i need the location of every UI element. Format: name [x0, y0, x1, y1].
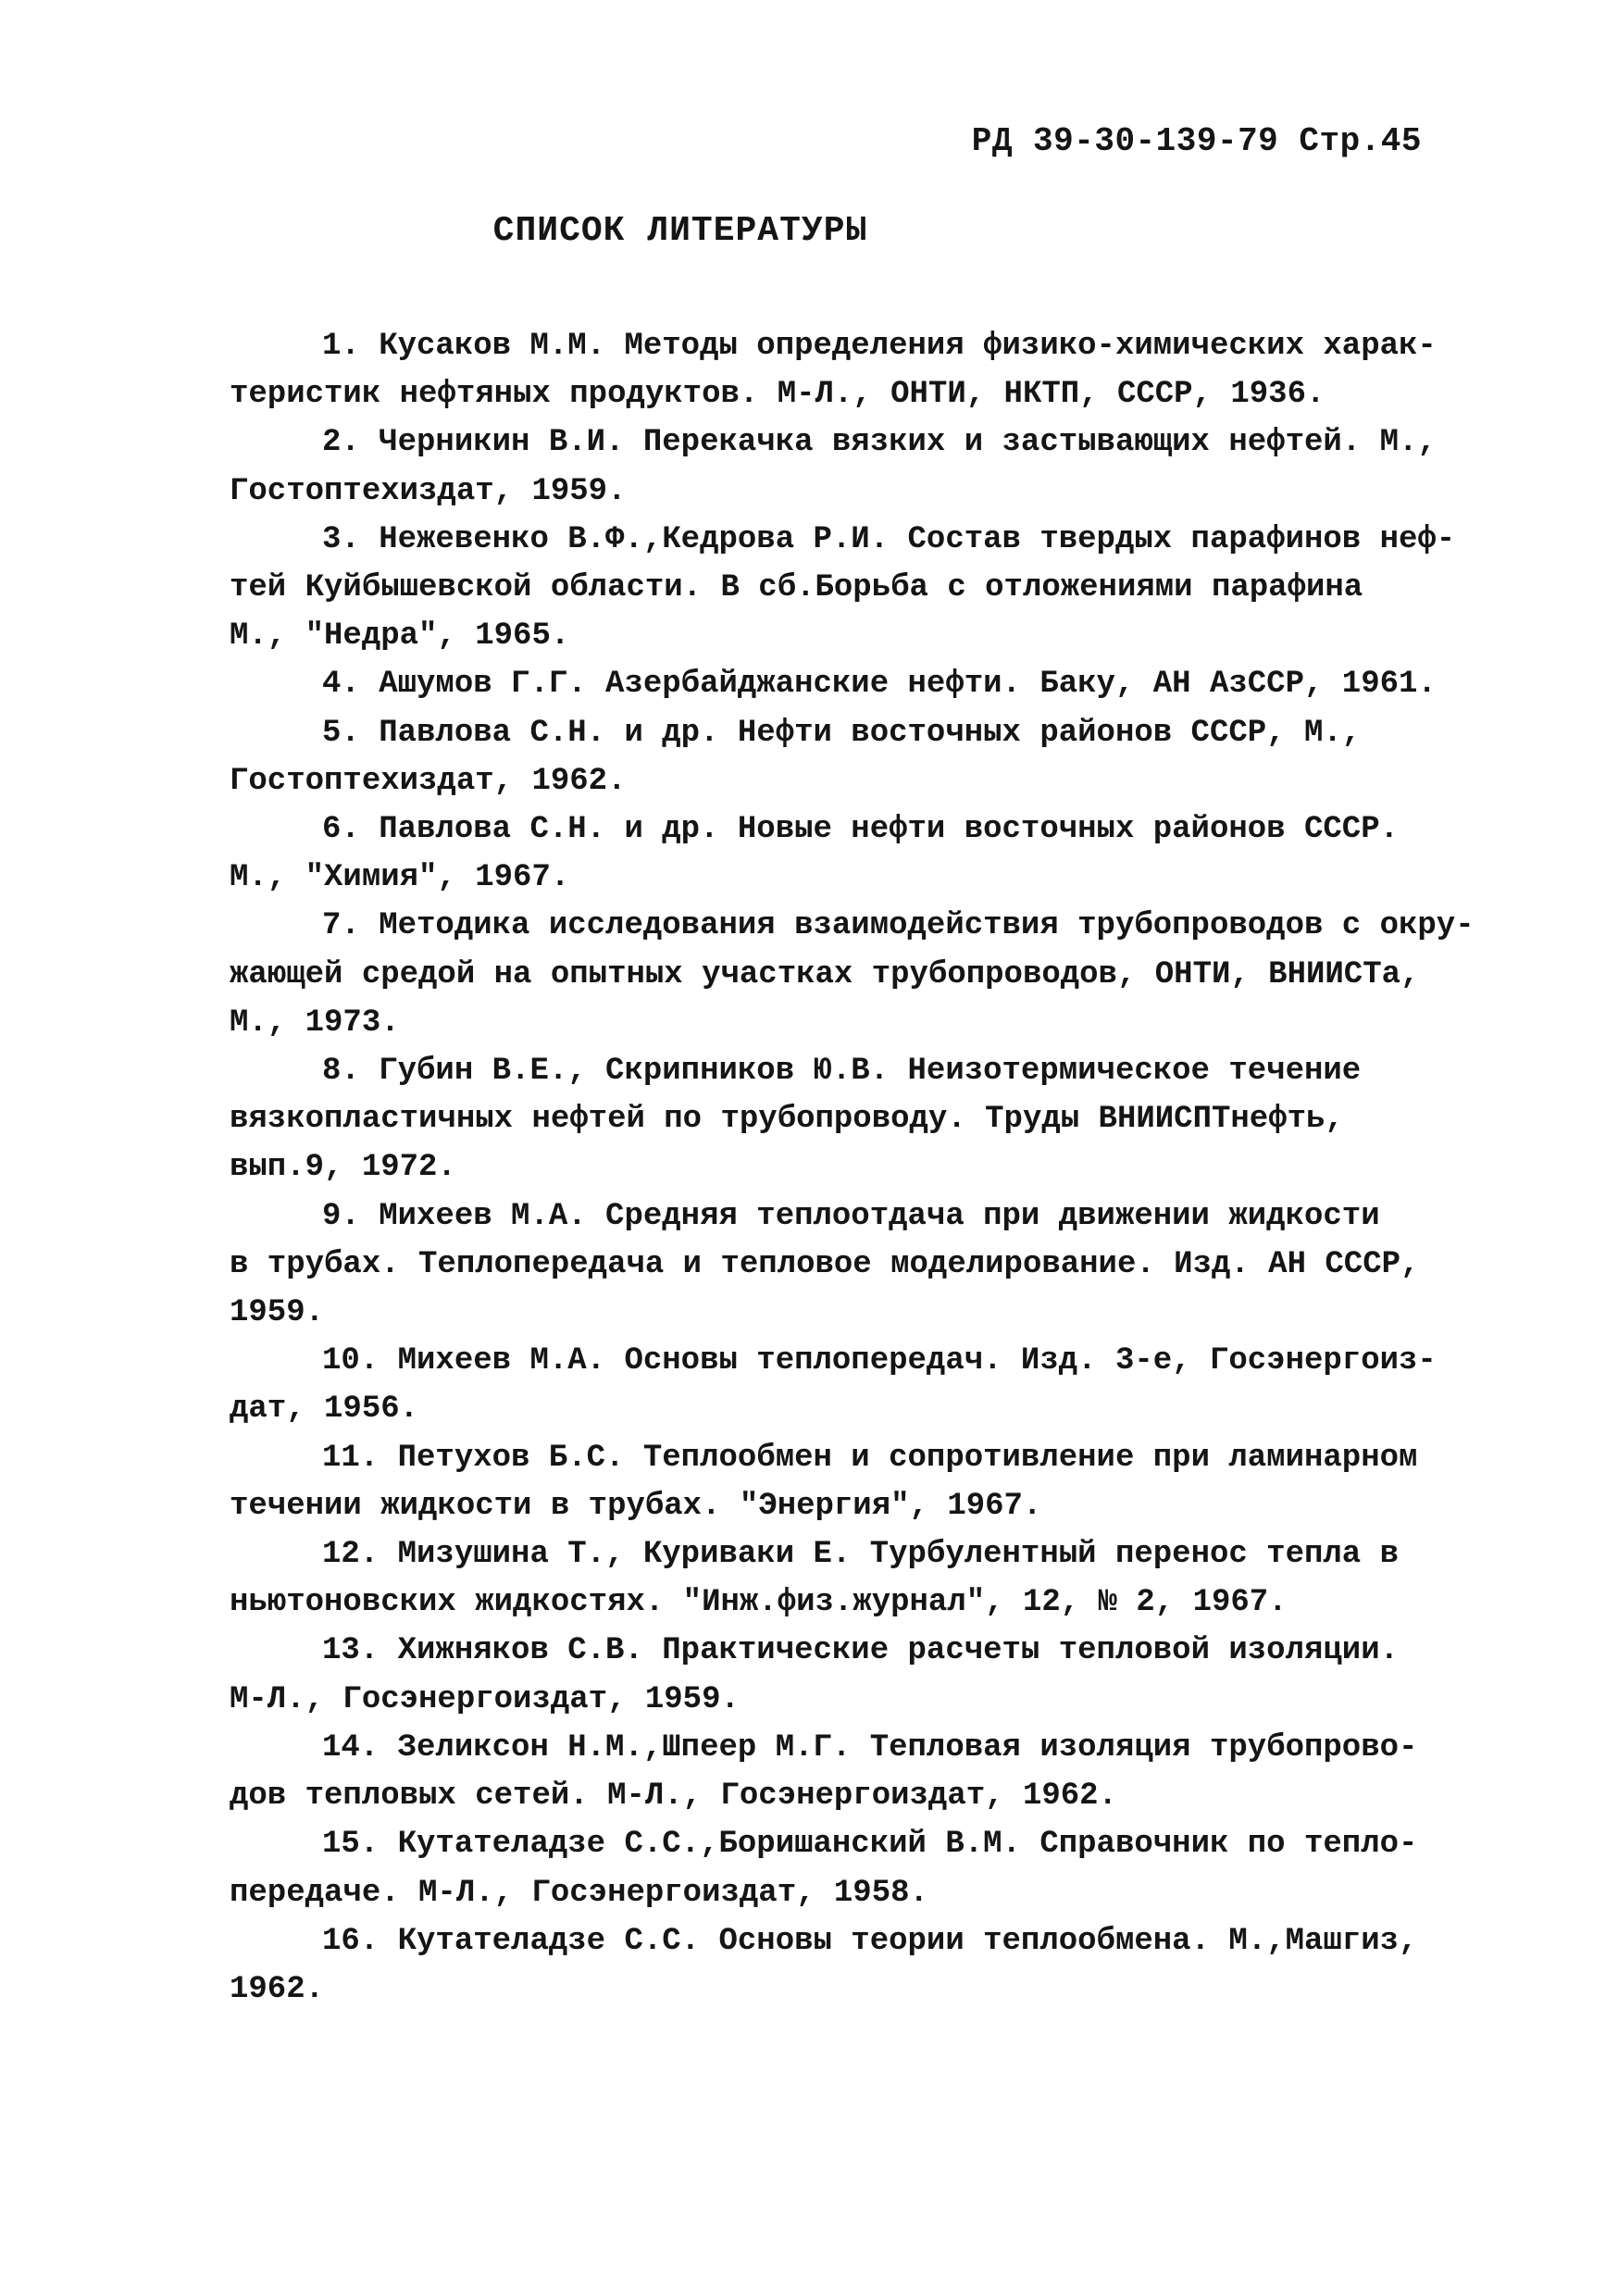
reference-text: Хижняков С.В. Практические расчеты тепловой изоляции. М-Л., Госэнергоиздат, 1959.: [230, 1633, 1400, 1717]
reference-text: Методика исследования взаимодействия трубопроводов с окру- жающей средой на опытных участках трубопроводов, ОНТИ, ВНИИСТа, М., 1973.: [230, 908, 1475, 1041]
reference-text: Губин В.Е., Скрипников Ю.В. Неизотермическое течение вязкопластичных нефтей по трубопроводу. Труды ВНИИСПТнефть, вып.9, 1972.: [230, 1054, 1362, 1186]
reference-item: [230, 1820, 1475, 1916]
reference-number: 5.: [322, 715, 360, 751]
reference-item: [230, 516, 1475, 661]
reference-item: [230, 418, 1475, 515]
reference-item: [230, 1192, 1475, 1338]
reference-text: Зеликсон Н.М.,Шпеер М.Г. Тепловая изоляция трубопрово- дов тепловых сетей. М-Л., Госэнергоиздат, 1962.: [230, 1729, 1418, 1815]
reference-number: 1.: [322, 329, 360, 364]
reference-number: 12.: [322, 1537, 380, 1573]
reference-item: [230, 1047, 1475, 1192]
reference-text: Нежевенко В.Ф.,Кедрова Р.И. Состав твердых парафинов неф- тей Куйбышевской области. В сб.Борьба с отложениями парафина М., "Недра", 1965.: [230, 521, 1456, 655]
reference-item: [230, 709, 1475, 805]
reference-number: 4.: [322, 667, 360, 703]
reference-text: Кутателадзе С.С. Основы теории теплообмена. М.,Машгиз, 1962.: [230, 1923, 1418, 2007]
reference-number: 15.: [322, 1827, 380, 1863]
reference-number: 2.: [322, 425, 360, 461]
page-title: СПИСОК ЛИТЕРАТУРЫ: [492, 211, 868, 251]
reference-item: [230, 902, 1475, 1047]
reference-text: Ашумов Г.Г. Азербайджанские нефти. Баку, АН АзССР, 1961.: [379, 667, 1437, 703]
reference-text: Петухов Б.С. Теплообмен и сопротивление при ламинарном течении жидкости в трубах. "Энергия", 1967.: [230, 1440, 1418, 1524]
reference-text: Черникин В.И. Перекачка вязких и застывающих нефтей. М., Гостоптехиздат, 1959.: [230, 425, 1437, 509]
reference-number: 8.: [322, 1054, 360, 1090]
reference-number: 14.: [322, 1729, 380, 1766]
reference-number: 3.: [322, 521, 360, 557]
reference-text: Мизушина Т., Куриваки Е. Турбулентный перенос тепла в ньютоновских жидкостях. "Инж.физ.журнал", 12, № 2, 1967.: [230, 1537, 1400, 1621]
reference-list: [230, 322, 1475, 2014]
reference-text: Павлова С.Н. и др. Новые нефти восточных районов СССР. М., "Химия", 1967.: [230, 812, 1399, 896]
reference-text: Кусаков М.М. Методы определения физико-химических харак- теристик нефтяных продуктов. М-Л., ОНТИ, НКТП, СССР, 1936.: [230, 329, 1437, 413]
reference-item: [230, 1337, 1475, 1433]
reference-item: [230, 1530, 1475, 1627]
reference-number: 10.: [322, 1343, 380, 1379]
reference-text: Михеев М.А. Основы теплопередач. Изд. 3-е, Госэнергоиз- дат, 1956.: [230, 1343, 1437, 1428]
reference-number: 16.: [322, 1923, 380, 1959]
document-code: РД 39-30-139-79 Стр.45: [971, 122, 1422, 160]
reference-item: [230, 1724, 1475, 1820]
reference-number: 13.: [322, 1633, 380, 1669]
reference-item: [230, 660, 1475, 708]
reference-number: 7.: [322, 908, 360, 944]
reference-number: 6.: [322, 812, 360, 848]
reference-number: 11.: [322, 1440, 380, 1476]
reference-item: [230, 1917, 1475, 2014]
reference-text: Михеев М.А. Средняя теплоотдача при движении жидкости в трубах. Теплопередача и тепловое моделирование. Изд. АН СССР, 1959.: [230, 1198, 1420, 1331]
reference-number: 9.: [322, 1198, 360, 1234]
reference-item: [230, 322, 1475, 418]
reference-item: [230, 805, 1475, 902]
reference-text: Павлова С.Н. и др. Нефти восточных районов СССР, М., Гостоптехиздат, 1962.: [230, 715, 1362, 799]
reference-item: [230, 1627, 1475, 1723]
reference-item: [230, 1434, 1475, 1530]
reference-text: Кутателадзе С.С.,Боришанский В.М. Справочник по тепло- передаче. М-Л., Госэнергоиздат, 1958.: [230, 1827, 1418, 1911]
